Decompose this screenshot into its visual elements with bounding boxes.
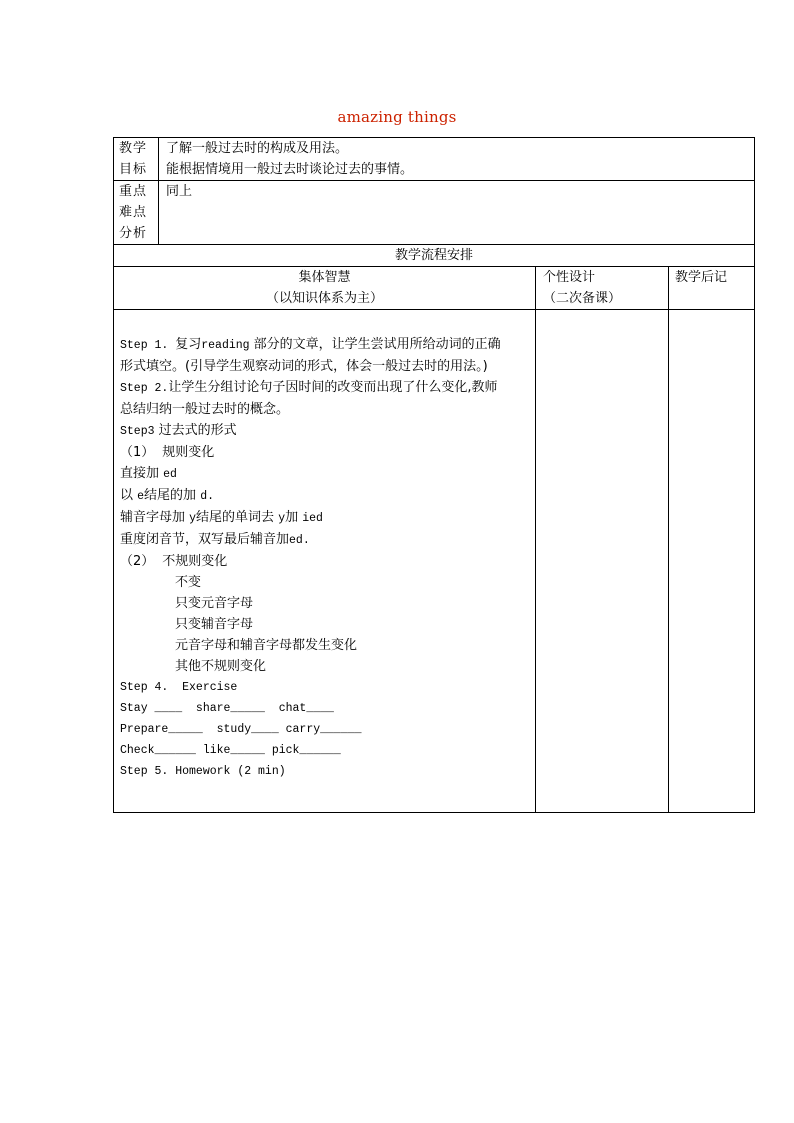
objectives-row bbox=[114, 138, 755, 181]
rule-3: 辅音字母加 y结尾的单词去 y加 ied bbox=[120, 510, 323, 525]
exercise-line-1: Stay ____ share_____ chat____ bbox=[120, 702, 334, 715]
lesson-plan-table bbox=[113, 137, 755, 813]
steps-row bbox=[114, 310, 755, 813]
flow-header: 教学流程安排 bbox=[114, 245, 755, 267]
column-header-row bbox=[114, 267, 755, 310]
rule-2: 以 e结尾的加 d. bbox=[120, 488, 214, 503]
key-points-content: 同上 bbox=[159, 181, 755, 245]
flow-header-row bbox=[114, 245, 755, 267]
objectives-content bbox=[159, 138, 755, 181]
col-personal-header: 个性设计 （二次备课） bbox=[536, 267, 669, 310]
irregular-item: 元音字母和辅音字母都发生变化 bbox=[175, 638, 358, 653]
step-5: Step 5. Homework (2 min) bbox=[120, 765, 286, 778]
step-1-line-1: Step 1. 复习reading 部分的文章，让学生尝试用所给动词的正确 bbox=[120, 337, 501, 352]
irregular-item: 只变元音字母 bbox=[175, 596, 254, 611]
rule-1: 直接加 ed bbox=[120, 466, 177, 481]
key-points-label: 重点 难点 分析 bbox=[114, 181, 159, 245]
teaching-notes-cell bbox=[669, 310, 755, 813]
irregular-heading: （2） 不规则变化 bbox=[120, 554, 228, 569]
document-title: amazing things bbox=[337, 108, 457, 126]
irregular-item: 只变辅音字母 bbox=[175, 617, 254, 632]
step-1-line-2: 形式填空。(引导学生观察动词的形式，体会一般过去时的用法。) bbox=[120, 359, 488, 374]
step-2-line-1: Step 2.让学生分组讨论句子因时间的改变而出现了什么变化,教师 bbox=[120, 380, 498, 395]
exercise-line-3: Check______ like_____ pick______ bbox=[120, 744, 341, 757]
objectives-label: 教学 目标 bbox=[114, 138, 159, 181]
objective-1: 了解一般过去时的构成及用法。 bbox=[166, 141, 349, 156]
personal-design-cell bbox=[536, 310, 669, 813]
key-points-row bbox=[114, 181, 755, 245]
step-3: Step3 过去式的形式 bbox=[120, 423, 237, 438]
steps-content bbox=[114, 310, 536, 813]
irregular-item: 其他不规则变化 bbox=[175, 659, 267, 674]
exercise-line-2: Prepare_____ study____ carry______ bbox=[120, 723, 362, 736]
col-collective-header: 集体智慧 （以知识体系为主） bbox=[114, 267, 536, 310]
col-notes-header: 教学后记 bbox=[669, 267, 755, 310]
objective-2: 能根据情境用一般过去时谈论过去的事情。 bbox=[166, 162, 414, 177]
rule-4: 重度闭音节，双写最后辅音加ed. bbox=[120, 532, 310, 547]
step-4: Step 4. Exercise bbox=[120, 681, 238, 694]
step-2-line-2: 总结归纳一般过去时的概念。 bbox=[120, 402, 290, 417]
irregular-item: 不变 bbox=[175, 575, 202, 590]
regular-heading: （1） 规则变化 bbox=[120, 445, 215, 460]
